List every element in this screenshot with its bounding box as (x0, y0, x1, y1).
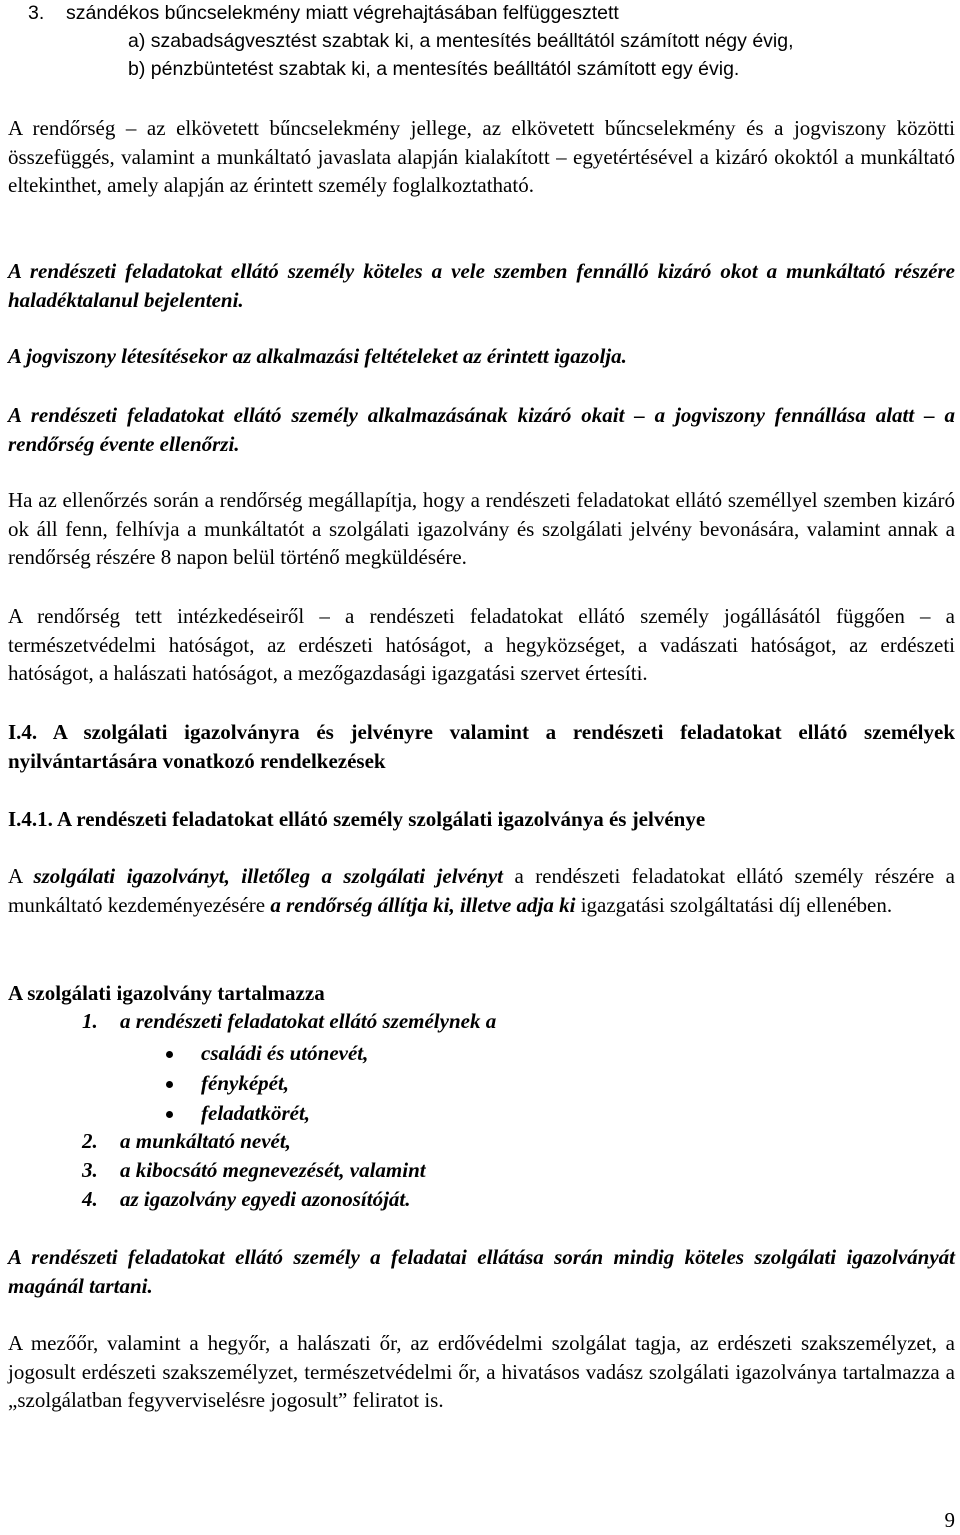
text-run: igazgatási szolgáltatási díj ellenében. (575, 892, 893, 917)
list-number: 3. (28, 2, 45, 24)
bullet-icon (166, 1081, 173, 1088)
list-number: 2. (82, 1129, 98, 1153)
section-number: I.4. (8, 720, 38, 744)
list-item-3 (28, 0, 958, 27)
list-item-text: a rendészeti feladatokat ellátó személynek a (120, 1009, 497, 1033)
sub-item-b: b) pénzbüntetést szabtak ki, a mentesítés beálltától számított egy évig. (128, 58, 740, 80)
list-number: 3. (82, 1158, 98, 1182)
bullet-icon (166, 1111, 173, 1118)
list-item-2 (82, 1127, 291, 1156)
list-item-1 (82, 1007, 496, 1036)
section-heading-i4 (8, 718, 955, 775)
list-item-text: szándékos bűncselekmény miatt végrehajtásában felfüggesztett (66, 2, 619, 24)
bullet-text: feladatkörét, (201, 1101, 311, 1125)
list-heading: A szolgálati igazolvány tartalmazza (8, 981, 325, 1005)
paragraph-notification: A rendőrség tett intézkedéseiről – a rendészeti feladatokat ellátó személy jogállásától függően – a természetvédelmi hatóságot, az erdészeti hatóságot, a hegyközséget, a vadászati hatóságot, az erdészeti hatóságot, a halászati hatóságot, a mezőgazdasági igazgatási szervet értesíti. (8, 604, 955, 685)
bullet-text: fényképét, (201, 1071, 290, 1095)
list-item-3 (82, 1156, 426, 1185)
subsection-heading-i41: I.4.1. A rendészeti feladatokat ellátó személy szolgálati igazolványa és jelvénye (8, 807, 706, 831)
text-run: A (8, 864, 34, 888)
paragraph-issuance (8, 862, 955, 919)
list-item-text: az igazolvány egyedi azonosítóját. (120, 1187, 411, 1211)
paragraph-carry-id: A rendészeti feladatokat ellátó személy a feladatai ellátása során mindig köteles szolgálati igazolványát magánál tartani. (8, 1245, 955, 1298)
section-title: A szolgálati igazolványra és jelvényre valamint a rendészeti feladatokat ellátó személyek nyilvántartására vonatkozó rendelkezések (8, 720, 955, 773)
paragraph-reporting-duty: A rendészeti feladatokat ellátó személy köteles a vele szemben fennálló kizáró okot a munkáltató részére haladéktalanul bejelenteni. (8, 259, 955, 312)
text-run: a rendészeti feladatokat ellátó személy részére a munkáltató kezdeményezésére (8, 864, 955, 917)
paragraph-check-result: Ha az ellenőrzés során a rendőrség megállapítja, hogy a rendészeti feladatokat ellátó személlyel szemben kizáró ok áll fenn, felhívja a munkáltatót a szolgálati igazolvány és szolgálati jelvény bevonására, valamint annak a rendőrség részére 8 napon belül történő megküldésére. (8, 488, 955, 569)
list-number: 4. (82, 1187, 98, 1211)
bullet-icon (166, 1051, 173, 1058)
list-item-text: a kibocsátó megnevezését, valamint (120, 1158, 426, 1182)
paragraph-armed-notice: A mezőőr, valamint a hegyőr, a halászati őr, az erdővédelmi szolgálat tagja, az erdészeti szakszemélyzet, a jogosult erdészeti szakszemélyzet, természetvédelmi őr, a hivatásos vadász szolgálati igazolványa tartalmazza a „szolgálatban fegyverviselésre jogosult” feliratot is. (8, 1331, 955, 1412)
text-run-emphasis: a rendőrség állítja ki, illetve adja ki (270, 892, 576, 917)
page-number: 9 (944, 1508, 955, 1532)
list-item-text: a munkáltató nevét, (120, 1129, 291, 1153)
paragraph-annual-check: A rendészeti feladatokat ellátó személy alkalmazásának kizáró okait – a jogviszony fennállása alatt – a rendőrség évente ellenőrzi. (8, 403, 955, 456)
list-number: 1. (82, 1009, 98, 1033)
sub-item-a: a) szabadságvesztést szabtak ki, a mentesítés beálltától számított négy évig, (128, 30, 794, 52)
paragraph-exemption: A rendőrség – az elkövetett bűncselekmény jellege, az elkövetett bűncselekmény és a jogviszony közötti összefüggés, valamint a munkáltató javaslata alapján kialakított – egyetértésével a kizáró okoktól a munkáltató eltekinthet, amely alapján az érintett személy foglalkoztatható. (8, 116, 955, 197)
paragraph-verification: A jogviszony létesítésekor az alkalmazási feltételeket az érintett igazolja. (8, 344, 627, 368)
text-run-emphasis: szolgálati igazolványt, illetőleg a szolgálati jelvényt (33, 864, 504, 888)
list-item-4 (82, 1185, 411, 1214)
bullet-text: családi és utónevét, (201, 1041, 369, 1065)
